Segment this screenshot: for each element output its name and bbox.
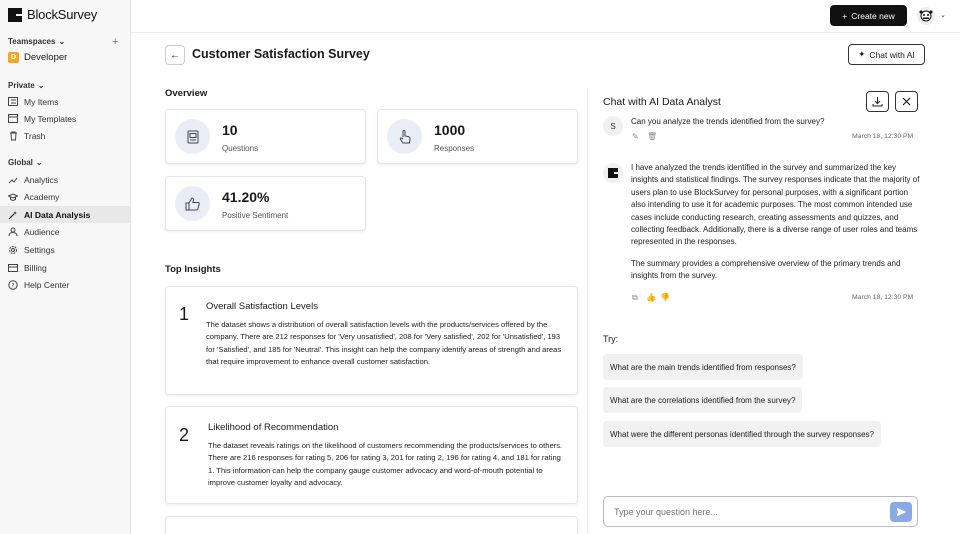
insight-title: Overall Satisfaction Levels [206,301,318,312]
bot-message-paragraph: The summary provides a comprehensive overview of the primary trends and insights from the survey. [631,259,901,281]
questions-icon [175,119,210,154]
chat-panel-title: Chat with AI Data Analyst [603,96,721,108]
close-chat-button[interactable] [895,91,918,112]
grid-icon [8,97,18,107]
plus-icon: + [842,10,848,21]
stat-value: 1000 [434,122,466,138]
sidebar-item-academy[interactable]: Academy [0,188,130,205]
overview-heading: Overview [165,88,208,99]
insight-title: Likelihood of Recommendation [208,422,339,433]
trash-icon [8,131,18,141]
svg-text:?: ? [11,282,15,289]
stat-value: 41.20% [222,189,270,205]
sidebar-item-audience[interactable]: Audience [0,223,130,240]
thumbs-up-icon[interactable]: 👍 [646,293,656,302]
stat-label: Responses [434,144,475,153]
insight-number: 1 [179,304,190,324]
chevron-down-icon: ⌄ [37,81,45,90]
suggestion-chip[interactable]: What were the different personas identified through the survey responses? [603,421,881,447]
top-insights-heading: Top Insights [165,264,221,275]
download-icon [872,96,883,107]
insight-card [165,516,578,534]
chevron-down-icon[interactable]: ⌄ [940,12,946,19]
create-new-button[interactable]: + Create new [830,5,907,26]
audience-icon [8,227,18,237]
bot-message-paragraph: I have analyzed the trends identified in the survey and summarized the key insights and statistical findings. The survey responses indicate that the majority of users plan to use BlockSurvey for personal purposes, with a significant portion also intending to use it for academic purposes. The most common intended use cases include conducting research, creating assessments and quizzes, and collecting feedback. Additionally, there is a diverse range of user roles and teams represented in the responses. [631,163,920,247]
stat-card-sentiment [165,176,366,231]
help-icon [8,280,18,290]
trash-icon[interactable]: 🗑 [647,132,658,141]
ai-wand-icon [8,210,18,220]
developer-label: Developer [24,52,68,63]
insight-card [165,286,578,395]
send-icon [896,507,907,517]
stat-label: Positive Sentiment [222,211,289,220]
sidebar-item-my-templates[interactable]: My Templates [0,110,130,127]
sparkle-icon: ✦ [858,49,866,59]
blocksurvey-logo-icon [8,8,22,22]
panel-divider [587,88,588,534]
chat-with-ai-button[interactable]: ✦ Chat with AI [848,44,925,65]
billing-icon [8,263,18,273]
back-button[interactable] [165,45,185,65]
add-teamspace-icon[interactable]: + [112,36,119,48]
brand-name: BlockSurvey [27,7,98,22]
thumbs-up-icon [175,186,210,221]
analytics-icon [8,175,18,185]
sidebar-item-help-center[interactable]: ? Help Center [0,276,130,293]
sidebar-item-trash[interactable]: Trash [0,127,130,144]
insight-number: 2 [179,425,190,445]
teamspaces-header[interactable]: Teamspaces ⌄ [8,37,66,46]
template-icon [8,114,18,124]
avatar-face-icon [919,10,933,22]
gear-icon [8,245,18,255]
try-label: Try: [603,334,619,344]
private-header[interactable]: Private ⌄ [8,81,45,90]
stat-label: Questions [222,144,259,153]
arrow-left-icon: ← [170,49,180,61]
global-header[interactable]: Global ⌄ [8,158,43,167]
blocksurvey-logo-icon [608,168,618,178]
thumbs-down-icon[interactable]: 👎 [660,293,670,302]
user-avatar: S [603,116,623,136]
message-timestamp: March 18, 12:30 PM [852,294,914,301]
suggestion-chip[interactable]: What are the main trends identified from responses? [603,354,803,380]
message-timestamp: March 18, 12:30 PM [852,133,914,140]
stat-card-responses [377,109,578,164]
user-message: Can you analyze the trends identified from the survey? [631,117,825,126]
user-avatar[interactable] [917,7,935,25]
download-button[interactable] [866,91,889,112]
edit-icon[interactable]: ✎ [632,132,639,141]
copy-icon[interactable]: ⧉ [632,293,638,302]
sidebar-item-my-items[interactable]: My Items [0,93,130,110]
insight-body: The dataset shows a distribution of overall satisfaction levels with the products/services offered by the company. There are 212 responses for 'Very unsatisfied', 208 for 'Very satisfied', 202 for 'Unsatisfied', 193 for 'Satisfied', and 185 for 'Neutral'. This insight can help the company identify areas of strength and areas that require improvement to enhance overall customer satisfaction. [206,320,562,367]
sidebar-item-analytics[interactable]: Analytics [0,171,130,188]
academy-icon [8,192,18,202]
bot-avatar [603,163,623,183]
sidebar [0,0,131,534]
chevron-down-icon: ⌄ [58,37,66,46]
stat-card-questions [165,109,366,164]
suggestion-chip[interactable]: What are the correlations identified from the survey? [603,387,802,413]
insight-body: The dataset reveals ratings on the likelihood of customers recommending the products/services to others. There are 216 responses for rating 5, 206 for rating 3, 201 for rating 2, 196 for rating 4, and 181 for rating 1. This information can help the company gauge customer advocacy and word-of-mouth potential to improve customer loyalty and advocacy. [208,441,563,488]
sidebar-item-billing[interactable]: Billing [0,259,130,276]
chat-input[interactable]: Type your question here... [603,496,918,527]
send-button[interactable] [890,502,912,522]
close-icon [902,97,911,106]
pointer-hand-icon [387,119,422,154]
teamspace-developer[interactable] [8,52,67,63]
stat-value: 10 [222,122,238,138]
insight-card [165,406,578,504]
sidebar-item-settings[interactable]: Settings [0,241,130,258]
page-title: Customer Satisfaction Survey [192,47,370,61]
developer-badge: D [8,52,19,63]
sidebar-item-ai-data-analysis[interactable]: AI Data Analysis [0,206,130,223]
chevron-down-icon: ⌄ [35,158,43,167]
brand-logo[interactable] [8,7,97,22]
